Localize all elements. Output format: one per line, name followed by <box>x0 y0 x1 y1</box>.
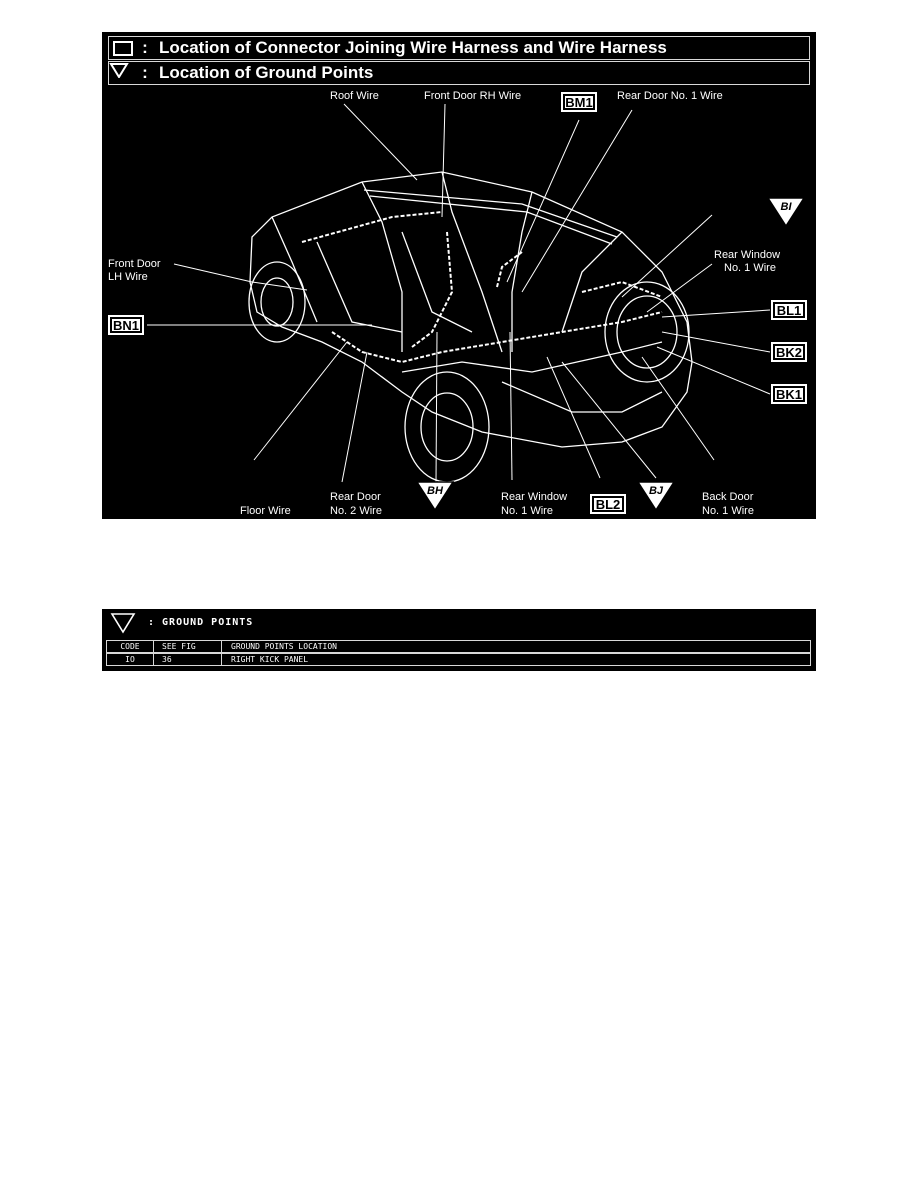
legend-ground-text: Location of Ground Points <box>159 63 374 82</box>
ground-points-table <box>102 609 816 671</box>
ground-points-title: : GROUND POINTS <box>148 617 254 628</box>
connector-bn1: BN1 <box>108 315 144 335</box>
legend-ground-row: : Location of Ground Points <box>108 61 810 85</box>
ground-point-bi: BI <box>767 197 805 227</box>
label-roof-wire: Roof Wire <box>330 90 379 102</box>
connector-bl2: BL2 <box>590 494 626 514</box>
label-rear-window-no1-wire-right-line2: No. 1 Wire <box>724 262 776 274</box>
legend-connector-text: Location of Connector Joining Wire Harness and Wire Harness <box>159 38 667 57</box>
cell-see-fig: 36 <box>154 654 222 665</box>
table-row <box>106 653 811 666</box>
cell-code: IO <box>107 654 154 665</box>
connector-bm1: BM1 <box>561 92 597 112</box>
label-back-door-no1-wire-line1: Back Door <box>702 491 754 503</box>
wiring-diagram <box>102 32 816 519</box>
vehicle-drawing <box>102 32 816 519</box>
ground-point-bj: BJ <box>637 481 675 511</box>
cell-location: RIGHT KICK PANEL <box>231 655 309 664</box>
ground-points-header <box>102 609 816 637</box>
triangle-down-icon <box>110 612 136 634</box>
label-front-door-lh-wire-line1: Front Door <box>108 258 161 270</box>
label-rear-door-no2-wire-line1: Rear Door <box>330 491 381 503</box>
legend-connector-row: : Location of Connector Joining Wire Harness and Wire Harness <box>108 36 810 60</box>
square-icon <box>113 41 133 56</box>
label-floor-wire: Floor Wire <box>240 505 291 517</box>
triangle-down-icon <box>109 62 129 78</box>
header-location: GROUND POINTS LOCATION <box>231 642 337 651</box>
label-back-door-no1-wire-line2: No. 1 Wire <box>702 505 754 517</box>
label-rear-window-no1-wire-right-line1: Rear Window <box>714 249 781 261</box>
ground-point-bh: BH <box>416 481 454 511</box>
header-code: CODE <box>107 641 154 652</box>
connector-bl1: BL1 <box>771 300 807 320</box>
connector-bk2: BK2 <box>771 342 807 362</box>
connector-bk1: BK1 <box>771 384 807 404</box>
label-front-door-rh-wire: Front Door RH Wire <box>424 90 522 102</box>
label-rear-door-no1-wire: Rear Door No. 1 Wire <box>617 90 723 102</box>
label-rear-door-no2-wire-line2: No. 2 Wire <box>330 505 382 517</box>
label-front-door-lh-wire-line2: LH Wire <box>108 271 148 283</box>
label-rear-window-no1-wire-bottom-line1: Rear Window <box>501 491 568 503</box>
header-see-fig: SEE FIG <box>154 641 222 652</box>
label-rear-window-no1-wire-bottom-line2: No. 1 Wire <box>501 505 553 517</box>
table-header-row <box>106 640 811 653</box>
